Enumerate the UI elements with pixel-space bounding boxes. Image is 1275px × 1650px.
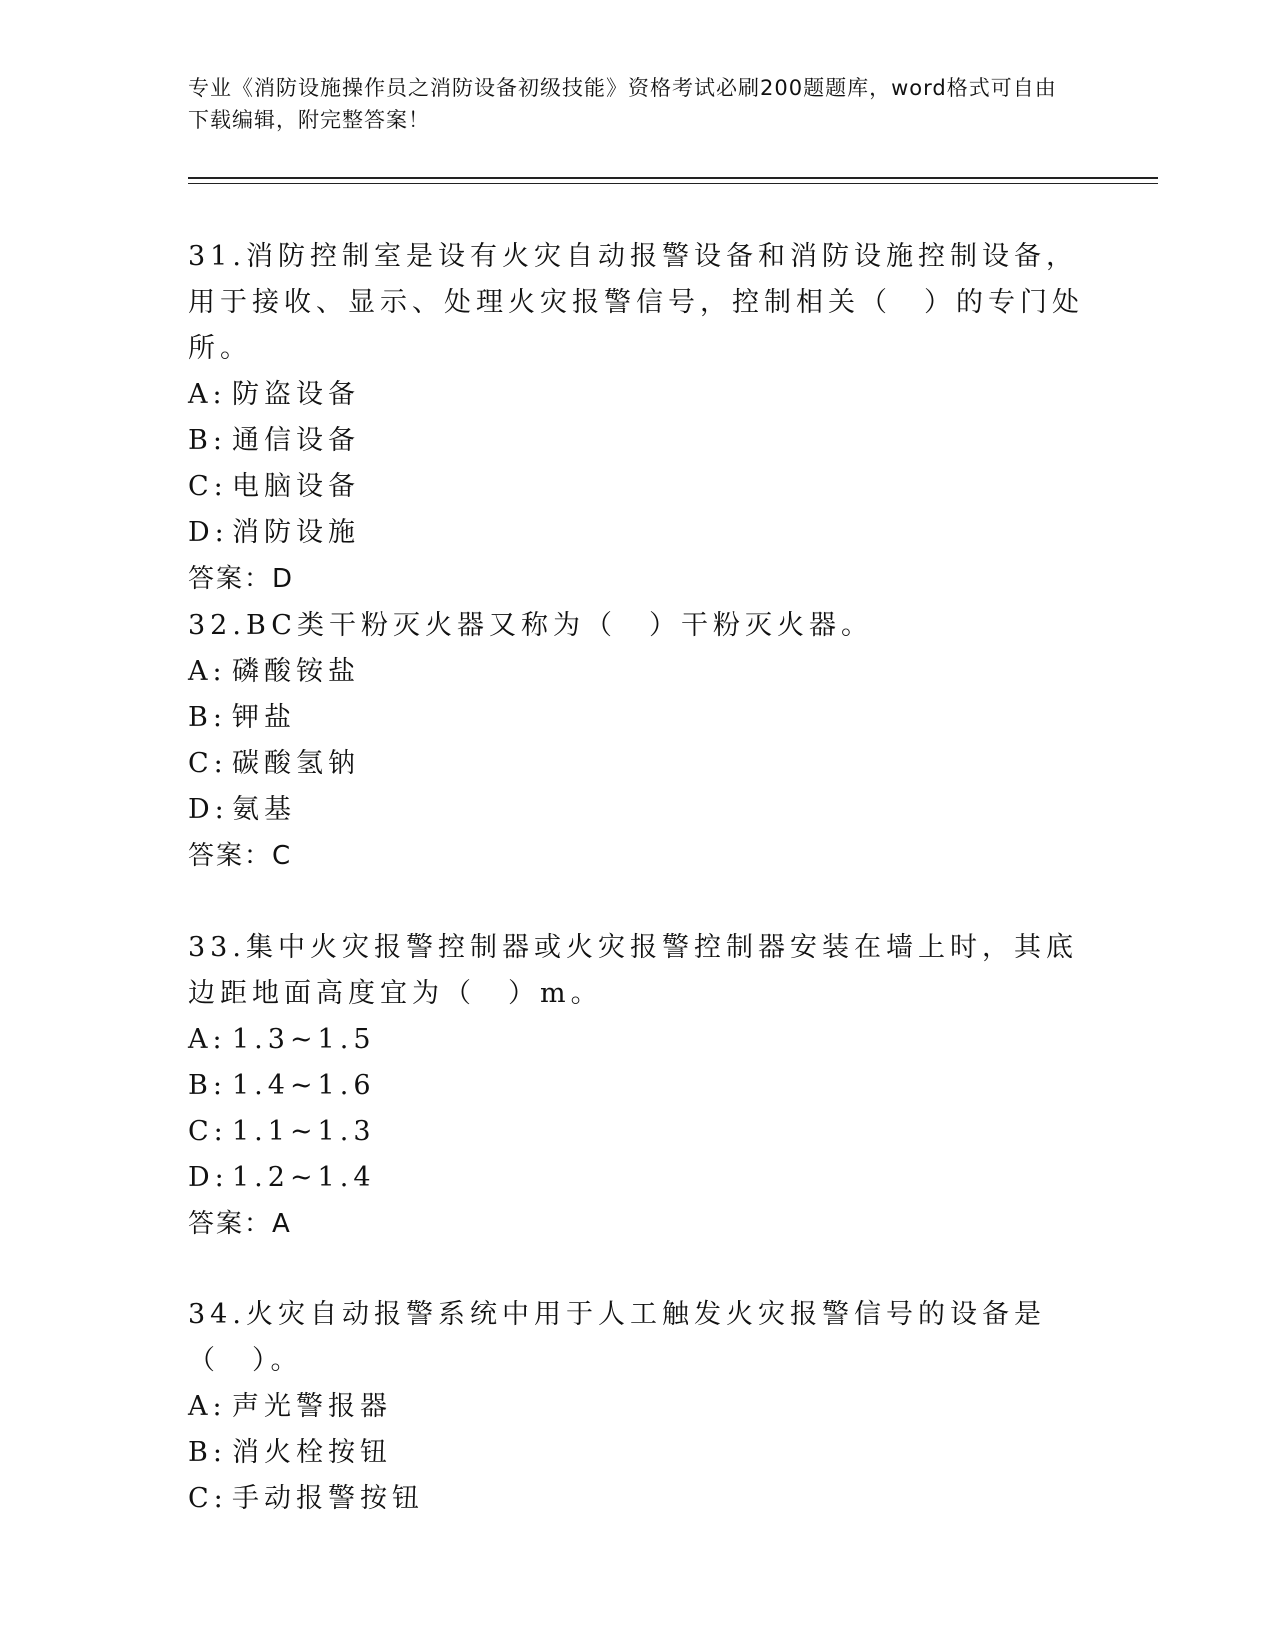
option-letter: A: xyxy=(188,1391,227,1422)
option-text: 消防设施 xyxy=(232,517,360,548)
option-b xyxy=(188,1430,1088,1476)
answer-text: 答案：C xyxy=(188,841,293,871)
header-divider-thin xyxy=(188,183,1158,184)
question-33 xyxy=(188,925,1088,1247)
option-letter: D: xyxy=(188,1162,229,1193)
question-32 xyxy=(188,603,1088,879)
document-header: 专业《消防设施操作员之消防设备初级技能》资格考试必刷200题题库，word格式可自由下载编辑，附完整答案！ xyxy=(188,76,1057,132)
option-d xyxy=(188,510,1088,556)
option-text: 手动报警按钮 xyxy=(232,1483,424,1514)
option-d xyxy=(188,787,1088,833)
option-letter: A: xyxy=(188,379,227,410)
option-a xyxy=(188,649,1088,695)
question-34 xyxy=(188,1292,1088,1522)
option-text: 氨基 xyxy=(232,794,296,825)
option-a xyxy=(188,372,1088,418)
option-c xyxy=(188,1476,1088,1522)
option-letter: D: xyxy=(188,794,229,825)
option-letter: A: xyxy=(188,656,227,687)
option-text: 1.3~1.5 xyxy=(232,1024,376,1055)
option-text: 消火栓按钮 xyxy=(232,1437,392,1468)
option-b xyxy=(188,418,1088,464)
question-text: 32.BC类干粉灭火器又称为（ ）干粉灭火器。 xyxy=(188,610,873,641)
option-letter: B: xyxy=(188,1437,227,1468)
option-text: 碳酸氢钠 xyxy=(232,748,360,779)
option-text: 1.1~1.3 xyxy=(232,1116,376,1147)
option-c xyxy=(188,741,1088,787)
option-text: 电脑设备 xyxy=(232,471,360,502)
option-b xyxy=(188,695,1088,741)
question-text: 34.火灾自动报警系统中用于人工触发火灾报警信号的设备是（ ）。 xyxy=(188,1299,1046,1376)
question-31 xyxy=(188,234,1088,602)
header-divider-thick xyxy=(188,177,1158,179)
option-a xyxy=(188,1384,1088,1430)
option-text: 钾盐 xyxy=(232,702,296,733)
option-c xyxy=(188,464,1088,510)
option-letter: C: xyxy=(188,1483,228,1514)
option-letter: B: xyxy=(188,1070,227,1101)
option-text: 1.2~1.4 xyxy=(232,1162,376,1193)
option-d xyxy=(188,1155,1088,1201)
option-letter: C: xyxy=(188,471,228,502)
question-text: 33.集中火灾报警控制器或火灾报警控制器安装在墙上时，其底边距地面高度宜为（ ）m。 xyxy=(188,932,1078,1009)
option-letter: C: xyxy=(188,1116,228,1147)
option-text: 通信设备 xyxy=(232,425,360,456)
option-text: 磷酸铵盐 xyxy=(232,656,360,687)
answer-text: 答案：A xyxy=(188,1209,292,1239)
option-text: 1.4~1.6 xyxy=(232,1070,376,1101)
option-text: 声光警报器 xyxy=(232,1391,392,1422)
question-text: 31.消防控制室是设有火灾自动报警设备和消防设施控制设备，用于接收、显示、处理火灾报警信号，控制相关（ ）的专门处所。 xyxy=(188,241,1084,364)
option-letter: A: xyxy=(188,1024,227,1055)
option-text: 防盗设备 xyxy=(232,379,360,410)
answer-text: 答案：D xyxy=(188,564,295,594)
option-a xyxy=(188,1017,1088,1063)
option-letter: C: xyxy=(188,748,228,779)
option-b xyxy=(188,1063,1088,1109)
option-c xyxy=(188,1109,1088,1155)
option-letter: B: xyxy=(188,702,227,733)
option-letter: D: xyxy=(188,517,229,548)
option-letter: B: xyxy=(188,425,227,456)
